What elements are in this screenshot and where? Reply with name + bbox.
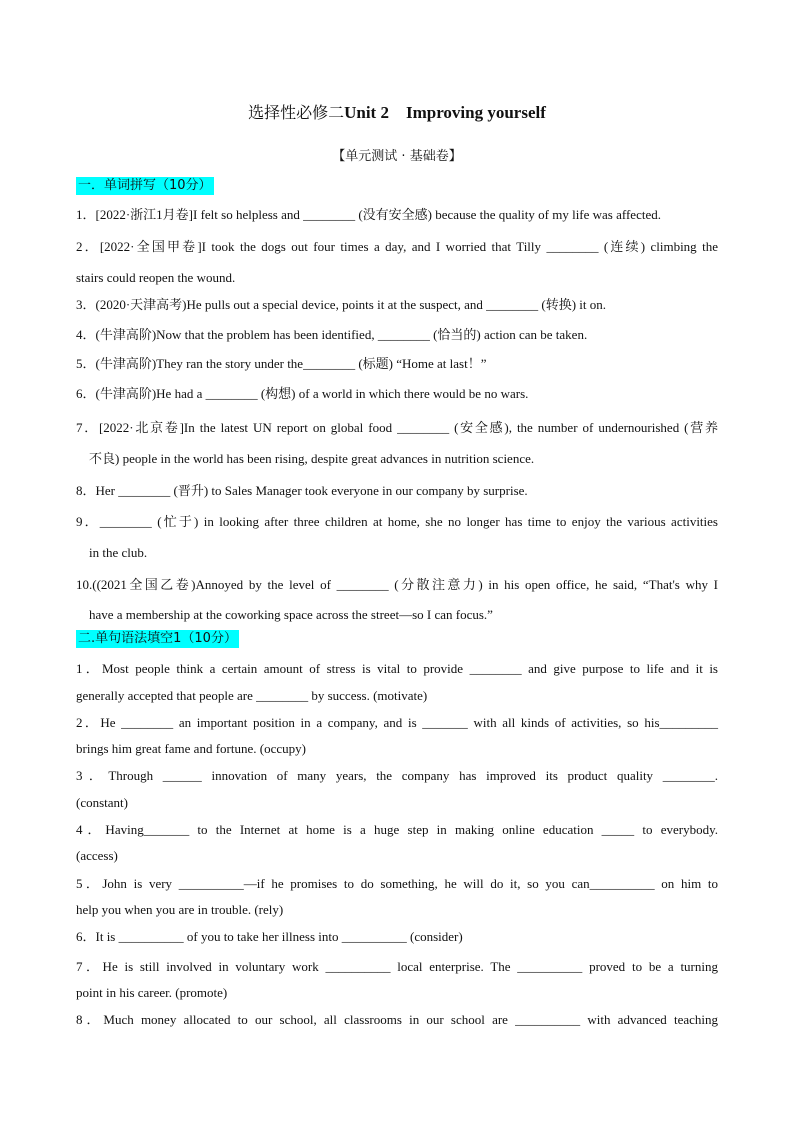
- title-chinese: 选择性必修二: [248, 103, 345, 122]
- question-line: 5．John is very __________—if he promises to do something, he will do it, so you can__________ on him to: [76, 876, 718, 891]
- question-line: stairs could reopen the wound.: [76, 270, 236, 285]
- question-line: 5．(牛津高阶)They ran the story under the________ (标题) “Home at last！”: [76, 356, 487, 371]
- question-line: in the club.: [89, 545, 148, 560]
- question-line: 8．Much money allocated to our school, all classrooms in our school are __________ with advanced teaching: [76, 1012, 718, 1027]
- question-line: 4．(牛津高阶)Now that the problem has been identified, ________ (恰当的) action can be taken.: [76, 327, 588, 342]
- title-english: Unit 2 Improving yourself: [344, 103, 546, 122]
- question-line: 2．He ________ an important position in a company, and is _______ with all kinds of activities, so his_________: [76, 715, 718, 730]
- question-line: (constant): [76, 795, 128, 810]
- question-line: 不良) people in the world has been rising, despite great advances in nutrition science.: [89, 451, 535, 466]
- question-line: 6．(牛津高阶)He had a ________ (构想) of a world in which there would be no wars.: [76, 386, 529, 401]
- question-line: 4．Having_______ to the Internet at home is a huge step in making online education _____ to everybody.: [76, 822, 718, 837]
- question-line: brings him great fame and fortune. (occupy): [76, 741, 306, 756]
- question-line: 2．[2022·全国甲卷]I took the dogs out four times a day, and I worried that Tilly ________ (连续) climbing the: [76, 239, 718, 254]
- question-line: 6．It is __________ of you to take her illness into __________ (consider): [76, 929, 463, 944]
- section-heading-grammar: 二.单句语法填空1（10分）: [78, 631, 237, 646]
- section-heading-spelling: 一．单词拼写（10分）: [78, 178, 212, 193]
- question-line: generally accepted that people are ________ by success. (motivate): [76, 688, 428, 703]
- question-line: 9．________ (忙于) in looking after three children at home, she no longer has time to enjoy the various activities: [76, 514, 718, 529]
- question-line: 3．Through ______ innovation of many years, the company has improved its product quality ________.: [76, 768, 718, 783]
- question-line: 7．[2022·北京卷]In the latest UN report on global food ________ (安全感), the number of undernourished (营养: [76, 420, 718, 435]
- question-line: 1．[2022·浙江1月卷]I felt so helpless and ________ (没有安全感) because the quality of my life was affected.: [76, 207, 661, 222]
- question-line: help you when you are in trouble. (rely): [76, 902, 284, 917]
- question-line: 7．He is still involved in voluntary work __________ local enterprise. The __________ proved to be a turning: [76, 959, 718, 974]
- page-title: [0, 100, 794, 123]
- question-line: point in his career. (promote): [76, 985, 228, 1000]
- question-line: 8．Her ________ (晋升) to Sales Manager took everyone in our company by surprise.: [76, 483, 528, 498]
- question-line: (access): [76, 848, 118, 863]
- question-line: have a membership at the coworking space across the street—so I can focus.”: [89, 607, 493, 622]
- question-line: 1．Most people think a certain amount of stress is vital to provide ________ and give purpose to life and it is: [76, 661, 718, 676]
- page-subtitle: 【单元测试 · 基础卷】: [332, 149, 462, 164]
- question-line: 10.((2021全国乙卷)Annoyed by the level of ________ (分散注意力) in his open office, he said, “That's why I: [76, 577, 718, 592]
- question-line: 3．(2020·天津高考)He pulls out a special device, points it at the suspect, and ________ (转换) it on.: [76, 297, 607, 312]
